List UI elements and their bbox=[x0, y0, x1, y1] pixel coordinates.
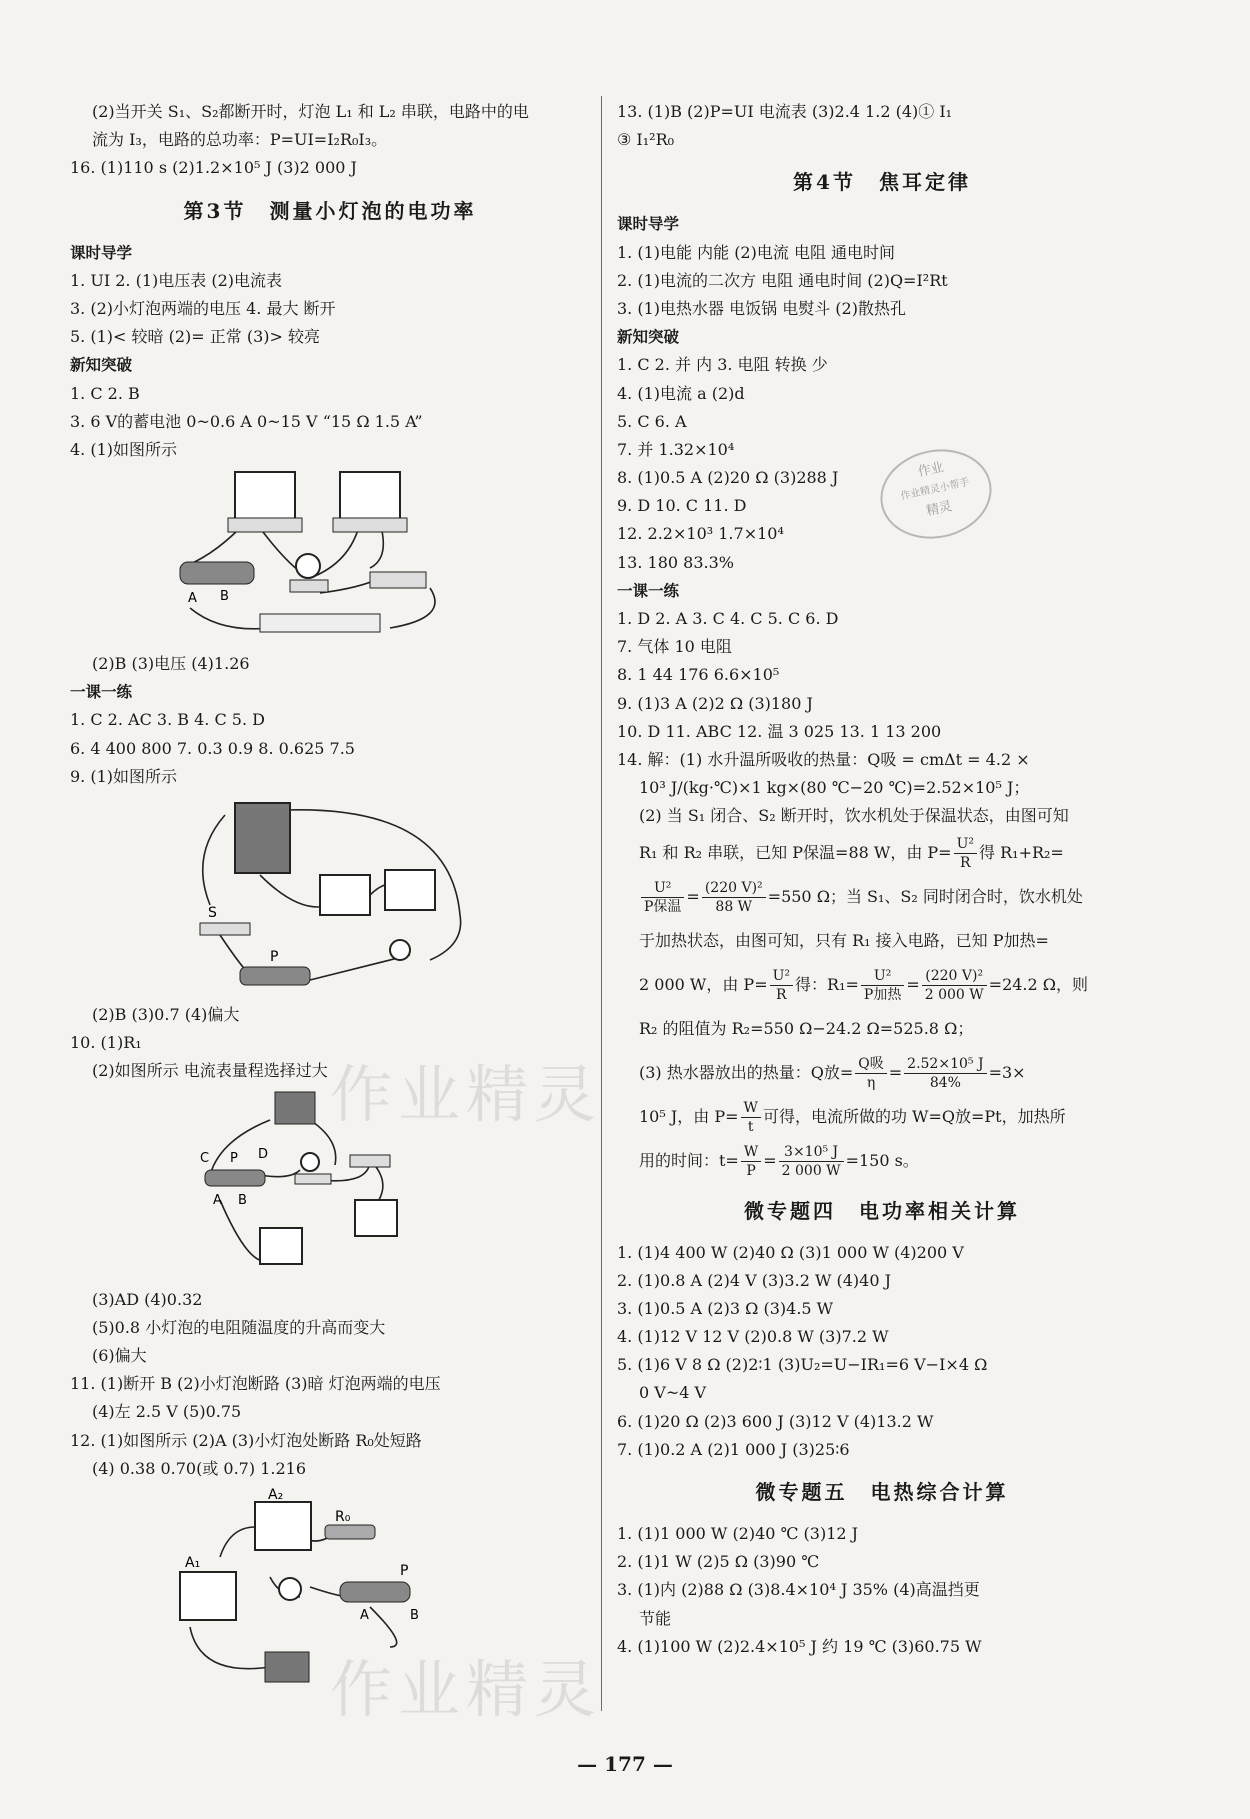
answer-line: 6. (1)20 Ω (2)3 600 J (3)12 V (4)13.2 W bbox=[617, 1411, 934, 1431]
numerator: (220 V)² bbox=[922, 967, 987, 986]
terminal-label: D bbox=[258, 1146, 269, 1162]
circuit-diagram bbox=[70, 1487, 590, 1687]
solution-line bbox=[617, 1051, 1147, 1095]
column-divider bbox=[601, 96, 602, 1711]
answer-line: (2)B (3)0.7 (4)偏大 bbox=[92, 1005, 240, 1024]
answer-line: 4. (1)电流 a (2)d bbox=[617, 383, 745, 403]
section-title: 微专题四 电功率相关计算 bbox=[744, 1198, 1020, 1223]
denominator: 2 000 W bbox=[781, 1162, 841, 1179]
numerator: Q吸 bbox=[855, 1055, 886, 1074]
solution-line bbox=[617, 875, 1147, 919]
text-run: =24.2 Ω，则 bbox=[988, 974, 1089, 994]
circuit-figure-1 bbox=[70, 468, 590, 644]
answer-line: 13. 180 83.3% bbox=[617, 552, 734, 572]
answer-line: 9. (1)如图所示 bbox=[70, 766, 178, 786]
answer-line: 9. D 10. C 11. D bbox=[617, 496, 747, 516]
stamp-line: 精灵 bbox=[924, 499, 954, 520]
circuit-figure-2 bbox=[70, 795, 590, 995]
fraction bbox=[741, 1143, 761, 1180]
answer-line: 1. D 2. A 3. C 4. C 5. C 6. D bbox=[617, 609, 839, 628]
fraction bbox=[702, 879, 766, 916]
numerator: (220 V)² bbox=[702, 879, 766, 898]
numerator: W bbox=[741, 1143, 761, 1162]
circuit-figure-4 bbox=[70, 1487, 590, 1687]
answer-line: 5. C 6. A bbox=[617, 411, 687, 431]
answer-line: 1. (1)4 400 W (2)40 Ω (3)1 000 W (4)200 V bbox=[617, 1242, 964, 1262]
answer-line: 4. (1)12 V 12 V (2)0.8 W (3)7.2 W bbox=[617, 1327, 889, 1347]
answer-line: 1. UI 2. (1)电压表 (2)电流表 bbox=[70, 270, 283, 290]
text-run: = bbox=[763, 1150, 777, 1170]
answer-line: 11. (1)断开 B (2)小灯泡断路 (3)暗 灯泡两端的电压 bbox=[70, 1374, 441, 1394]
solution-line: 于加热状态，由图可知，只有 R₁ 接入电路，已知 P加热= bbox=[639, 930, 1049, 950]
text-run: =150 s。 bbox=[845, 1150, 919, 1170]
text-run: 可得，电流所做的功 W=Q放=Pt，加热所 bbox=[762, 1106, 1066, 1126]
fraction bbox=[954, 835, 977, 872]
denominator: 2 000 W bbox=[924, 986, 984, 1003]
page-number: — 177 — bbox=[577, 1752, 673, 1776]
subheading: 一课一练 bbox=[617, 581, 680, 600]
section-title: 微专题五 电热综合计算 bbox=[755, 1480, 1009, 1504]
fraction bbox=[861, 967, 904, 1004]
text-run: = bbox=[888, 1062, 903, 1082]
answer-line: 1. C 2. B bbox=[70, 383, 140, 403]
text-run: = bbox=[906, 974, 920, 994]
text-run: R₁ 和 R₂ 串联，已知 P保温=88 W，由 P= bbox=[639, 842, 952, 862]
text-run: (3) 热水器放出的热量：Q放= bbox=[639, 1062, 854, 1082]
answer-line: 10³ J/(kg·℃)×1 kg×(80 ℃−20 ℃)=2.52×10⁵ J； bbox=[639, 778, 1030, 798]
numerator: U² bbox=[770, 967, 793, 986]
answer-line: 节能 bbox=[639, 1608, 672, 1628]
fraction bbox=[779, 1143, 844, 1180]
slider-label: P bbox=[270, 949, 279, 965]
terminal-label: B bbox=[410, 1607, 419, 1623]
answer-line: 5. (1)< 较暗 (2)= 正常 (3)> 较亮 bbox=[70, 327, 320, 347]
answer-line: 8. (1)0.5 A (2)20 Ω (3)288 J bbox=[617, 468, 839, 488]
text-run: 得 R₁+R₂= bbox=[979, 842, 1064, 862]
answer-line: 8. 1 44 176 6.6×10⁵ bbox=[617, 665, 780, 685]
answer-line: 1. (1)1 000 W (2)40 ℃ (3)12 J bbox=[617, 1524, 859, 1543]
subheading: 一课一练 bbox=[70, 683, 133, 702]
answer-line: 6. 4 400 800 7. 0.3 0.9 8. 0.625 7.5 bbox=[70, 738, 355, 758]
right-column bbox=[617, 98, 1147, 1661]
answer-line: 1. C 2. AC 3. B 4. C 5. D bbox=[70, 710, 265, 730]
answer-line: 0 V~4 V bbox=[639, 1383, 707, 1403]
subheading: 新知突破 bbox=[70, 356, 133, 375]
answer-line: 7. (1)0.2 A (2)1 000 J (3)25∶6 bbox=[617, 1439, 850, 1459]
fraction bbox=[741, 1099, 761, 1136]
section-title: 第3节 测量小灯泡的电功率 bbox=[183, 198, 477, 223]
answer-line: (2) 当 S₁ 闭合、S₂ 断开时，饮水机处于保温状态，由图可知 bbox=[639, 806, 1069, 826]
solution-line: R₂ 的阻值为 R₂=550 Ω−24.2 Ω=525.8 Ω； bbox=[639, 1018, 974, 1038]
terminal-label: C bbox=[200, 1150, 210, 1166]
answer-line: 9. (1)3 A (2)2 Ω (3)180 J bbox=[617, 693, 813, 713]
watermark: 作业精灵 bbox=[330, 1653, 603, 1726]
denominator: t bbox=[747, 1118, 754, 1135]
answer-line: 10. D 11. ABC 12. 温 3 025 13. 1 13 200 bbox=[617, 721, 942, 741]
switch-label: S bbox=[208, 905, 217, 921]
answer-line: (6)偏大 bbox=[92, 1345, 147, 1365]
terminal-label: B bbox=[238, 1192, 247, 1208]
stamp-line: 作业 bbox=[916, 459, 946, 481]
answer-line: 14. 解：(1) 水升温所吸收的热量：Q吸 = cmΔt = 4.2 × bbox=[617, 749, 1030, 769]
fraction bbox=[855, 1055, 886, 1092]
answer-line: 12. 2.2×10³ 1.7×10⁴ bbox=[617, 524, 784, 544]
denominator: P bbox=[746, 1162, 756, 1179]
subheading: 课时导学 bbox=[70, 243, 133, 262]
text-run: 10⁵ J，由 P= bbox=[639, 1106, 739, 1126]
numerator: U² bbox=[641, 879, 684, 898]
answer-line: 3. (1)电热水器 电饭锅 电熨斗 (2)散热孔 bbox=[617, 298, 906, 318]
text-run: 得：R₁= bbox=[795, 974, 859, 994]
numerator: U² bbox=[861, 967, 904, 986]
numerator: 3×10⁵ J bbox=[779, 1143, 844, 1162]
text-run: =3× bbox=[988, 1062, 1026, 1082]
terminal-label: P bbox=[230, 1150, 238, 1166]
denominator: R bbox=[960, 854, 971, 871]
answer-line: (4) 0.38 0.70(或 0.7) 1.216 bbox=[92, 1458, 306, 1478]
fraction bbox=[641, 879, 684, 916]
answer-line: 2. (1)电流的二次方 电阻 通电时间 (2)Q=I²Rt bbox=[617, 270, 948, 290]
numerator: U² bbox=[954, 835, 977, 854]
circuit-diagram bbox=[70, 795, 590, 995]
answer-line: (2)如图所示 电流表量程选择过大 bbox=[92, 1061, 328, 1081]
terminal-label: A bbox=[188, 591, 197, 607]
fraction bbox=[770, 967, 793, 1004]
circuit-diagram bbox=[70, 468, 590, 644]
text-run: = bbox=[686, 886, 700, 906]
terminal-label: B bbox=[220, 589, 229, 605]
denominator: P加热 bbox=[863, 986, 902, 1003]
solution-line bbox=[617, 1139, 1147, 1183]
circuit-diagram bbox=[70, 1090, 590, 1280]
answer-line: (2)当开关 S₁、S₂都断开时，灯泡 L₁ 和 L₂ 串联，电路中的电 bbox=[92, 102, 529, 121]
answer-line: 4. (1)如图所示 bbox=[70, 439, 178, 459]
resistor-label: R₀ bbox=[335, 1508, 351, 1525]
denominator: R bbox=[776, 986, 787, 1003]
answer-line: 5. (1)6 V 8 Ω (2)2∶1 (3)U₂=U−IR₁=6 V−I×4 Ω bbox=[617, 1355, 988, 1375]
slider-label: P bbox=[400, 1562, 409, 1579]
text-run: =550 Ω；当 S₁、S₂ 同时闭合时，饮水机处 bbox=[767, 886, 1083, 906]
answer-line: 13. (1)B (2)P=UI 电流表 (3)2.4 1.2 (4)① I₁ bbox=[617, 102, 953, 121]
solution-line bbox=[617, 963, 1147, 1007]
answer-line: 1. (1)电能 内能 (2)电流 电阻 通电时间 bbox=[617, 242, 896, 262]
solution-line bbox=[617, 831, 1147, 875]
answer-line: (4)左 2.5 V (5)0.75 bbox=[92, 1402, 242, 1422]
text-run: 2 000 W，由 P= bbox=[639, 974, 768, 994]
answer-line: 1. C 2. 并 内 3. 电阻 转换 少 bbox=[617, 355, 828, 375]
text-run: 用的时间：t= bbox=[639, 1150, 739, 1170]
subheading: 新知突破 bbox=[617, 328, 680, 347]
answer-line: 3. (2)小灯泡两端的电压 4. 最大 断开 bbox=[70, 298, 336, 318]
circuit-figure-3 bbox=[70, 1090, 590, 1280]
answer-line: 流为 I₃，电路的总功率：P=UI=I₂R₀I₃。 bbox=[92, 130, 388, 150]
meter-label: A₂ bbox=[268, 1486, 284, 1503]
denominator: P保温 bbox=[644, 898, 682, 915]
answer-line: 3. 6 V的蓄电池 0~0.6 A 0~15 V “15 Ω 1.5 A” bbox=[70, 411, 423, 431]
numerator: W bbox=[741, 1099, 761, 1118]
answer-line: 4. (1)100 W (2)2.4×10⁵ J 约 19 ℃ (3)60.75 W bbox=[617, 1636, 982, 1656]
answer-line: (3)AD (4)0.32 bbox=[92, 1289, 203, 1309]
section-title: 第4节 焦耳定律 bbox=[793, 170, 971, 195]
denominator: 88 W bbox=[715, 898, 753, 915]
stamp-line: 作业精灵小帮手 bbox=[899, 476, 971, 503]
fraction bbox=[922, 967, 987, 1004]
answer-line: (2)B (3)电压 (4)1.26 bbox=[92, 654, 250, 674]
answer-line: 10. (1)R₁ bbox=[70, 1033, 142, 1053]
watermark: 作业精灵 bbox=[330, 1058, 603, 1131]
answer-line: 12. (1)如图所示 (2)A (3)小灯泡处断路 R₀处短路 bbox=[70, 1430, 422, 1450]
denominator: η bbox=[866, 1074, 876, 1091]
answer-line: 2. (1)1 W (2)5 Ω (3)90 ℃ bbox=[617, 1552, 820, 1572]
answer-line: 3. (1)0.5 A (2)3 Ω (3)4.5 W bbox=[617, 1298, 834, 1318]
terminal-label: A bbox=[213, 1192, 222, 1208]
answer-line: 7. 气体 10 电阻 bbox=[617, 637, 732, 657]
answer-line: 3. (1)内 (2)88 Ω (3)8.4×10⁴ J 35% (4)高温挡更 bbox=[617, 1580, 980, 1600]
meter-label: A₁ bbox=[185, 1554, 201, 1571]
answer-line: ③ I₁²R₀ bbox=[617, 130, 675, 150]
terminal-label: A bbox=[360, 1607, 369, 1623]
answer-line: 7. 并 1.32×10⁴ bbox=[617, 439, 735, 459]
solution-line bbox=[617, 1095, 1147, 1139]
fraction bbox=[904, 1055, 986, 1092]
answer-line: (5)0.8 小灯泡的电阻随温度的升高而变大 bbox=[92, 1317, 386, 1337]
left-column bbox=[70, 98, 590, 1693]
denominator: 84% bbox=[929, 1074, 961, 1091]
answer-line: 16. (1)110 s (2)1.2×10⁵ J (3)2 000 J bbox=[70, 158, 357, 178]
numerator: 2.52×10⁵ J bbox=[904, 1055, 986, 1074]
answer-line: 2. (1)0.8 A (2)4 V (3)3.2 W (4)40 J bbox=[617, 1270, 892, 1290]
subheading: 课时导学 bbox=[617, 215, 680, 234]
